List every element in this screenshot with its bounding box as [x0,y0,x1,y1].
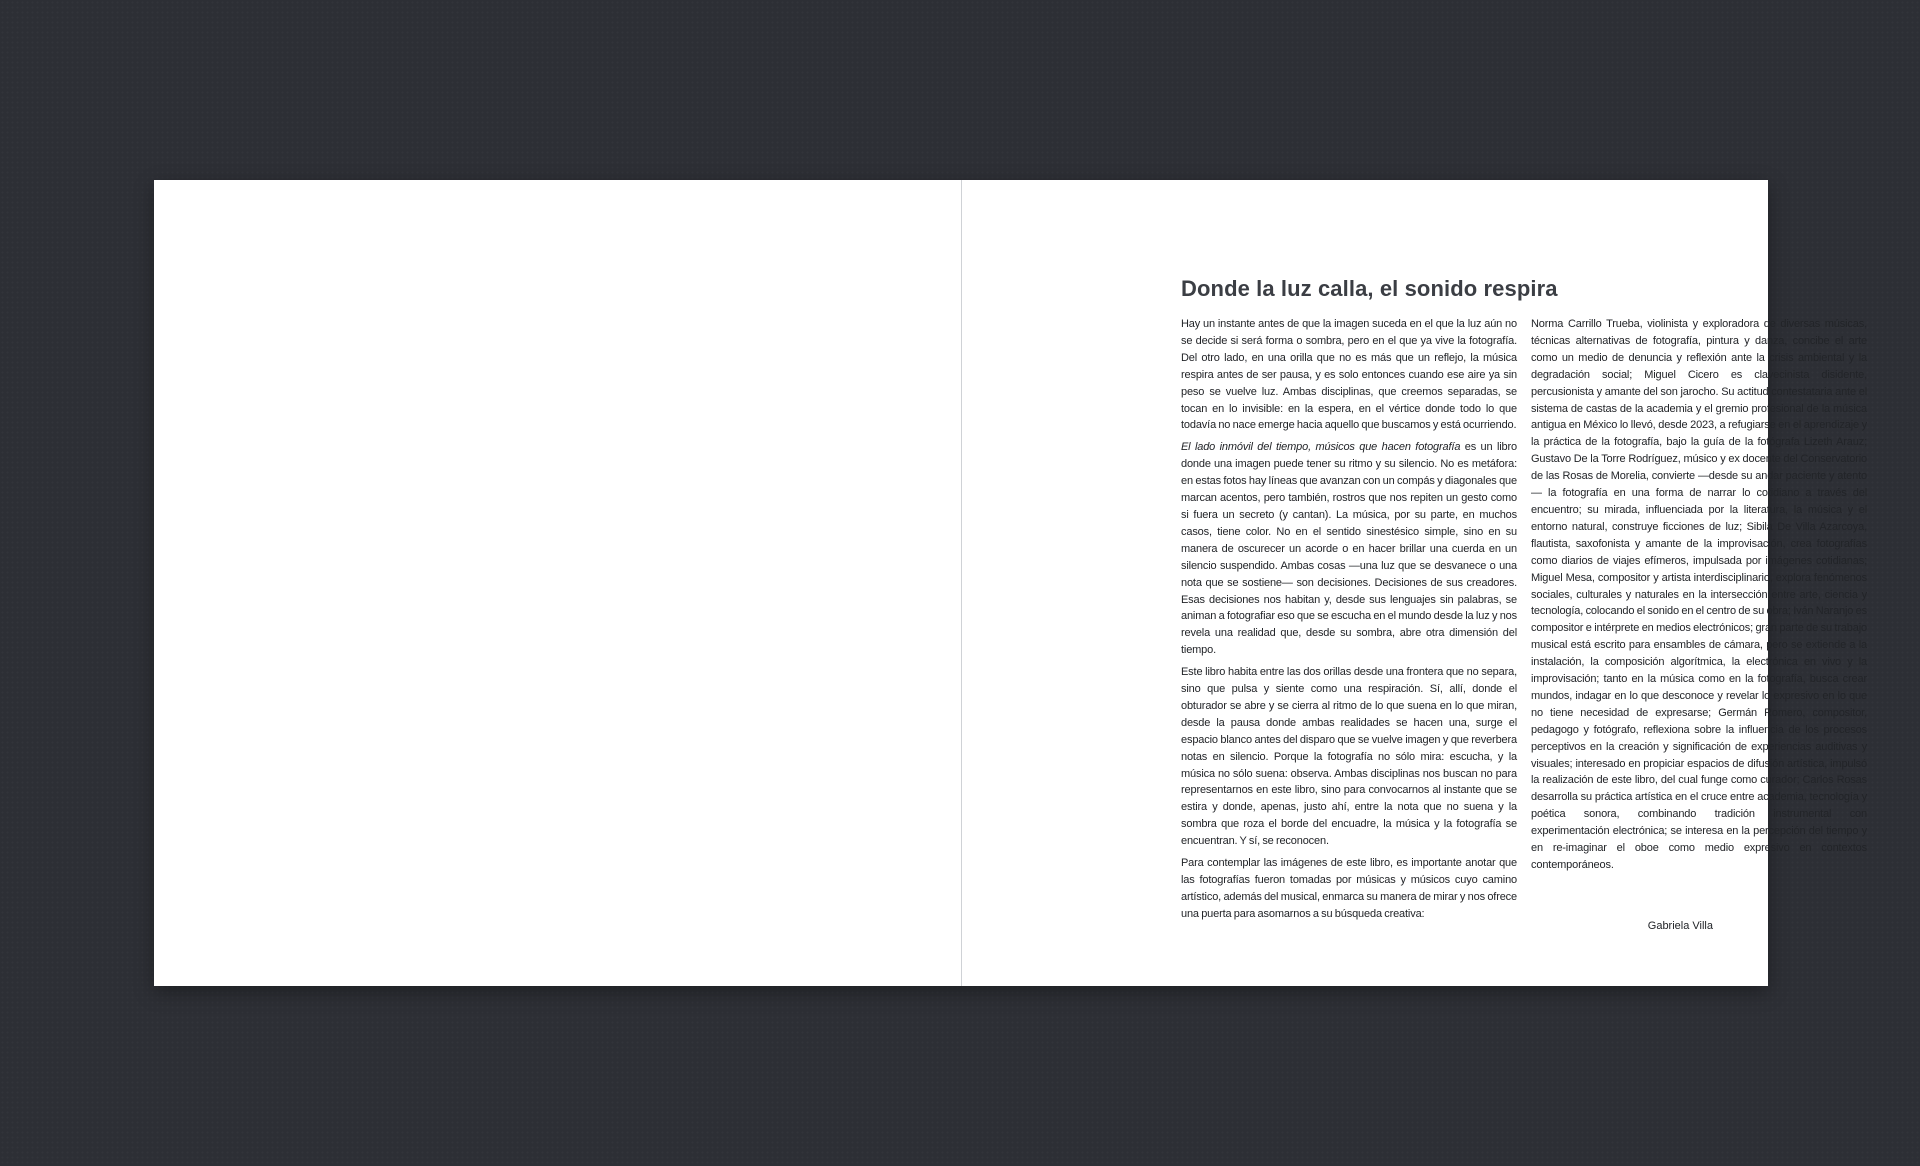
page-title: Donde la luz calla, el sonido respira [1181,276,1558,301]
paragraph: Este libro habita entre las dos orillas desde una frontera que no separa, sino que pulsa y siente como una respiración. Sí, allí, donde el obturador se abre y se cierra al ritmo de lo que suena en lo que miran, desde la pausa donde ambas realidades se hacen una, surge el espacio blanco antes del disparo que se vuelve imagen y que reverbera notas en silencio. Porque la fotografía no sólo mira: escucha, y la música no sólo suena: observa. Ambas disciplinas nos buscan no para representarnos en este libro, sino para convocarnos al instante que se estira y donde, apenas, justo ahí, entre la nota que no suena y la sombra que roza el borde del encuadre, la música y la fotografía se encuentran. Y sí, se reconocen. [1181,666,1517,848]
book-title-italic: El lado inmóvil del tiempo, músicos que hacen fotografía [1181,441,1461,454]
left-page-blank [154,180,961,986]
paragraph: Hay un instante antes de que la imagen suceda en el que la luz aún no se decide si será forma o sombra, pero en el que ya vive la fotografía. Del otro lado, en una orilla que no es más que un reflejo, la música respira antes de ser pausa, y es solo entonces cuando ese aire ya sin peso se vuelve luz. Ambas disciplinas, que creemos separadas, se tocan en lo invisible: en la espera, en el vértice donde todo lo que todavía no nace emerge hacia aquello que buscamos y está ocurriendo. [1181,318,1517,432]
right-page [962,180,1867,986]
paragraph-text: es un libro donde una imagen puede tener su ritmo y su silencio. No es metáfora: en estas fotos hay líneas que avanzan con un compás y diagonales que marcan acentos, pero también, rostros que nos repiten un gesto como si fuera un secreto (y cantan). La música, por su parte, en muchos casos, tiene color. No en el sentido sinestésico simple, sino en su manera de oscurecer un acorde o en hacer brillar una cuerda en un silencio suspendido. Ambas cosas —una luz que se desvanece o una nota que se sostiene— son decisiones. Decisiones de sus creadores. Esas decisiones nos habitan y, desde sus lenguajes sin palabras, se animan a fotografiar eso que se escucha en el mundo desde la luz y nos revela una realidad que, desde su sombra, abre otra dimensión del tiempo. [1181,441,1517,657]
paragraph: Norma Carrillo Trueba, violinista y exploradora de diversas músicas, técnicas alternativas de fotografía, pintura y danza, concibe el arte como un medio de denuncia y reflexión ante la crisis ambiental y la degradación social; Miguel Cicero es clavecinista disidente, percusionista y amante del son jarocho. Su actitud contestataria ante el sistema de castas de la academia y el gremio profesional de la música antigua en México lo llevó, desde 2023, a refugiarse en el aprendizaje y la práctica de la fotografía, bajo la guía de la fotógrafa Lizeth Arauz; Gustavo De la Torre Rodríguez, músico y ex docente del Conservatorio de las Rosas de Morelia, convierte —desde su andar paciente y atento— la fotografía en una forma de narrar lo cotidiano a través del encuentro; su mirada, influenciada por la literatura, la música y el entorno natural, construye ficciones de luz; Sibila De Villa Azarcoya, flautista, saxofonista y amante de la improvisación, crea fotografías como diarios de viajes efímeros, impulsada por imágenes cotidianas; Miguel Mesa, compositor y artista interdisciplinario, explora fenómenos sociales, culturales y naturales en la intersección entre arte, ciencia y tecnología, colocando el sonido en el centro de su obra; Iván Naranjo es compositor e intérprete en medios electrónicos; gran parte de su trabajo musical está escrito para ensambles de cámara, pero se extiende a la instalación, la composición algorítmica, la electrónica en vivo y la improvisación; tanto en la música como en la fotografía, busca crear mundos, indagar en lo que desconoce y revelar lo expresivo en lo que no tiene necesidad de expresarse; Germán Romero, compositor, pedagogo y fotógrafo, reflexiona sobre la influencia de los procesos perceptivos en la creación y significación de experiencias auditivas y visuales; interesado en propiciar espacios de difusión artística, impulsó la realización de este libro, del cual funge como curador; Carlos Rosas desarrolla su práctica artística en el cruce entre academia, tecnología y poética sonora, combinando tradición instrumental con experimentación electrónica; se interesa en la percepción del tiempo y en re-imaginar el oboe como medio expresivo en contextos contemporáneos. [1531,318,1867,871]
paragraph: Para contemplar las imágenes de este libro, es importante anotar que las fotografías fueron tomadas por músicas y músicos cuyo camino artístico, además del musical, enmarca su manera de mirar y nos ofrece una puerta para asomarnos a su búsqueda creativa: [1181,857,1517,920]
book-spread [154,180,1867,986]
author-signature: Gabriela Villa [1647,920,1713,932]
text-column-right [1531,316,1867,879]
paragraph [1181,439,1517,659]
text-column-left [1181,316,1517,928]
